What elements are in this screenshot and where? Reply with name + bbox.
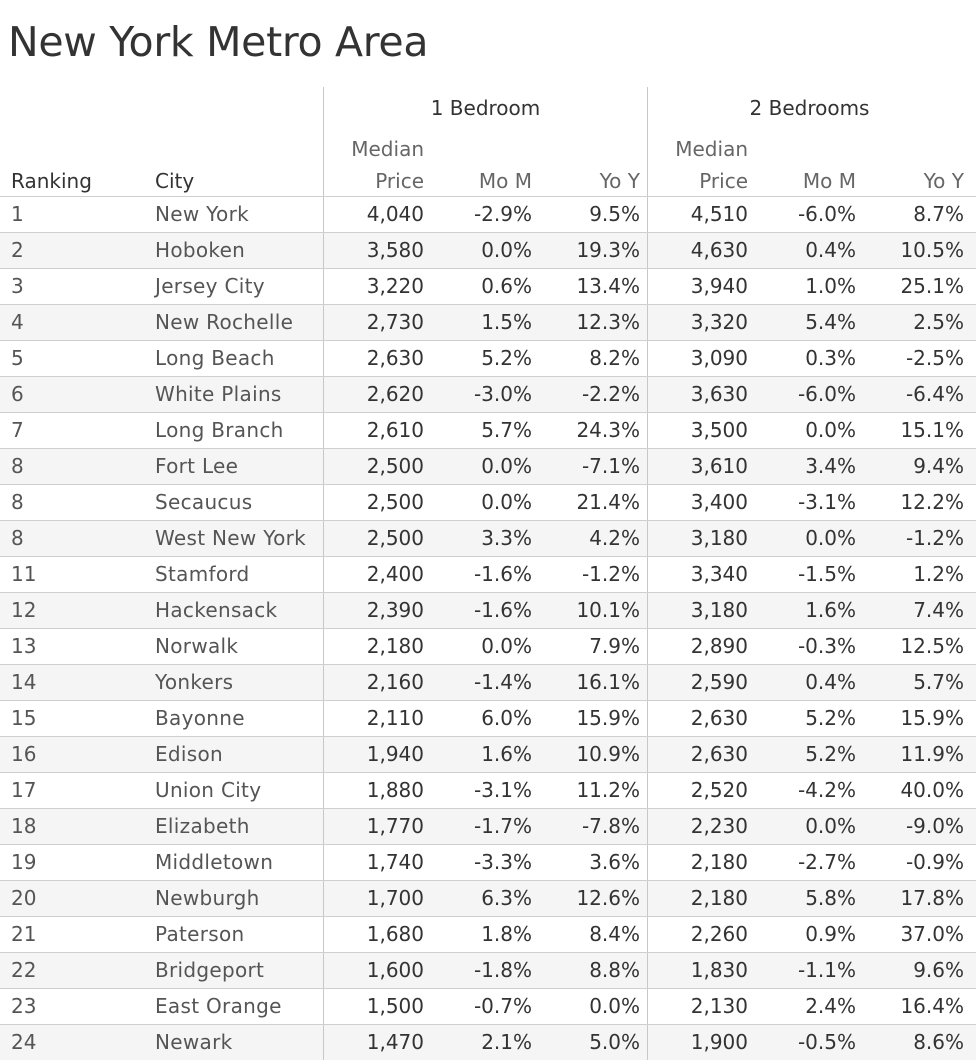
group-divider-1: [323, 701, 324, 736]
b1-mom-cell: 5.2%: [481, 346, 532, 370]
group-divider-2: [647, 233, 648, 268]
b1-yoy-cell: 8.2%: [589, 346, 640, 370]
ranking-cell: 1: [11, 202, 24, 226]
b2-yoy-cell: 15.1%: [900, 418, 964, 442]
group-header-1-bedroom: 1 Bedroom: [430, 96, 541, 120]
group-divider-1: [323, 845, 324, 880]
b1-price-cell: 1,700: [366, 886, 424, 910]
table-row: [0, 1024, 976, 1060]
b2-price-cell: 2,180: [690, 886, 748, 910]
column-header-b2-mom: Mo M: [802, 169, 856, 193]
b2-price-cell: 3,340: [690, 562, 748, 586]
group-divider-2: [647, 773, 648, 808]
b2-price-cell: 3,940: [690, 274, 748, 298]
b1-yoy-cell: 0.0%: [589, 994, 640, 1018]
b2-yoy-cell: -9.0%: [905, 814, 964, 838]
table-row: [0, 340, 976, 376]
city-cell: Long Beach: [155, 346, 275, 370]
group-divider-1: [323, 773, 324, 808]
b2-mom-cell: 3.4%: [805, 454, 856, 478]
ranking-cell: 6: [11, 382, 24, 406]
b1-yoy-cell: 16.1%: [576, 670, 640, 694]
b2-yoy-cell: 12.2%: [900, 490, 964, 514]
b2-mom-cell: 0.0%: [805, 526, 856, 550]
b2-yoy-cell: 8.7%: [913, 202, 964, 226]
table-row: [0, 448, 976, 484]
group-divider-2: [647, 449, 648, 484]
table-row: [0, 916, 976, 952]
ranking-cell: 15: [11, 706, 37, 730]
b1-mom-cell: -3.3%: [473, 850, 532, 874]
ranking-cell: 14: [11, 670, 37, 694]
b2-mom-cell: -1.1%: [797, 958, 856, 982]
column-header-b1-median: Median: [351, 137, 424, 161]
b2-yoy-cell: 17.8%: [900, 886, 964, 910]
b1-price-cell: 2,500: [366, 526, 424, 550]
group-divider-1: [323, 989, 324, 1024]
table-row: [0, 556, 976, 592]
b2-price-cell: 3,180: [690, 526, 748, 550]
ranking-cell: 5: [11, 346, 24, 370]
group-divider-2: [647, 701, 648, 736]
group-divider-1: [323, 593, 324, 628]
table-row: [0, 196, 976, 232]
group-divider-2: [647, 305, 648, 340]
table-body: [0, 196, 976, 1060]
city-cell: East Orange: [155, 994, 282, 1018]
ranking-cell: 13: [11, 634, 37, 658]
b1-yoy-cell: 11.2%: [576, 778, 640, 802]
city-cell: West New York: [155, 526, 307, 550]
b1-yoy-cell: 15.9%: [576, 706, 640, 730]
b2-mom-cell: -0.5%: [797, 1030, 856, 1054]
b2-price-cell: 2,520: [690, 778, 748, 802]
b1-mom-cell: 0.0%: [481, 634, 532, 658]
b2-mom-cell: -6.0%: [797, 202, 856, 226]
ranking-cell: 3: [11, 274, 24, 298]
table-row: [0, 484, 976, 520]
city-cell: Stamford: [155, 562, 250, 586]
b2-price-cell: 3,320: [690, 310, 748, 334]
b1-price-cell: 2,500: [366, 490, 424, 514]
table-row: [0, 880, 976, 916]
group-divider-1: [323, 557, 324, 592]
b1-mom-cell: 5.7%: [481, 418, 532, 442]
b1-yoy-cell: 10.1%: [576, 598, 640, 622]
b2-price-cell: 2,630: [690, 706, 748, 730]
table-row: [0, 520, 976, 556]
table-row: [0, 988, 976, 1024]
b2-yoy-cell: 9.4%: [913, 454, 964, 478]
b2-yoy-cell: 7.4%: [913, 598, 964, 622]
b1-price-cell: 1,880: [366, 778, 424, 802]
b2-yoy-cell: 15.9%: [900, 706, 964, 730]
b1-mom-cell: -1.6%: [473, 562, 532, 586]
b1-price-cell: 2,730: [366, 310, 424, 334]
ranking-cell: 20: [11, 886, 37, 910]
city-cell: Long Branch: [155, 418, 284, 442]
b2-price-cell: 2,890: [690, 634, 748, 658]
table-row: [0, 772, 976, 808]
group-divider-2: [647, 377, 648, 412]
b1-mom-cell: -3.0%: [473, 382, 532, 406]
b1-price-cell: 2,390: [366, 598, 424, 622]
b2-price-cell: 2,590: [690, 670, 748, 694]
city-cell: Bridgeport: [155, 958, 265, 982]
b1-mom-cell: 1.5%: [481, 310, 532, 334]
column-header-b1-mom: Mo M: [478, 169, 532, 193]
b1-price-cell: 1,680: [366, 922, 424, 946]
column-header-b1-price: Price: [375, 169, 424, 193]
group-divider-1: [323, 809, 324, 844]
b2-price-cell: 3,400: [690, 490, 748, 514]
group-divider-1: [323, 881, 324, 916]
b2-mom-cell: 0.4%: [805, 238, 856, 262]
b2-mom-cell: 0.0%: [805, 814, 856, 838]
group-divider-2: [647, 881, 648, 916]
b2-mom-cell: 5.2%: [805, 706, 856, 730]
b2-yoy-cell: 1.2%: [913, 562, 964, 586]
table-row: [0, 304, 976, 340]
b1-mom-cell: -1.8%: [473, 958, 532, 982]
b1-mom-cell: -1.7%: [473, 814, 532, 838]
column-header-b1-yoy: Yo Y: [599, 169, 640, 193]
city-cell: White Plains: [155, 382, 282, 406]
b2-yoy-cell: -0.9%: [905, 850, 964, 874]
b2-price-cell: 2,260: [690, 922, 748, 946]
b1-mom-cell: -1.6%: [473, 598, 532, 622]
b2-yoy-cell: 9.6%: [913, 958, 964, 982]
b2-mom-cell: 2.4%: [805, 994, 856, 1018]
b2-price-cell: 3,500: [690, 418, 748, 442]
b1-price-cell: 1,470: [366, 1030, 424, 1054]
group-divider-2: [647, 845, 648, 880]
group-divider-1: [323, 737, 324, 772]
city-cell: Elizabeth: [155, 814, 250, 838]
b1-price-cell: 2,620: [366, 382, 424, 406]
rent-table: [0, 87, 976, 1060]
b1-yoy-cell: 3.6%: [589, 850, 640, 874]
city-cell: Secaucus: [155, 490, 253, 514]
b2-yoy-cell: 25.1%: [900, 274, 964, 298]
group-divider-2: [647, 917, 648, 952]
b1-yoy-cell: 5.0%: [589, 1030, 640, 1054]
column-header-ranking: Ranking: [11, 169, 92, 193]
table-row: [0, 952, 976, 988]
b2-price-cell: 3,630: [690, 382, 748, 406]
group-divider-2: [647, 593, 648, 628]
ranking-cell: 17: [11, 778, 37, 802]
b2-mom-cell: 1.0%: [805, 274, 856, 298]
city-cell: Edison: [155, 742, 224, 766]
b2-yoy-cell: 5.7%: [913, 670, 964, 694]
group-divider-2: [647, 197, 648, 232]
group-divider-2: [647, 413, 648, 448]
b1-yoy-cell: 8.8%: [589, 958, 640, 982]
b1-yoy-cell: -1.2%: [581, 562, 640, 586]
b2-mom-cell: -2.7%: [797, 850, 856, 874]
b1-price-cell: 2,110: [366, 706, 424, 730]
group-divider-1: [323, 377, 324, 412]
b2-mom-cell: 1.6%: [805, 598, 856, 622]
group-divider-1: [323, 341, 324, 376]
b2-price-cell: 1,830: [690, 958, 748, 982]
b2-mom-cell: -1.5%: [797, 562, 856, 586]
b2-mom-cell: 0.3%: [805, 346, 856, 370]
b2-yoy-cell: 16.4%: [900, 994, 964, 1018]
b2-mom-cell: 5.4%: [805, 310, 856, 334]
ranking-cell: 11: [11, 562, 37, 586]
b1-price-cell: 2,400: [366, 562, 424, 586]
b2-yoy-cell: 40.0%: [900, 778, 964, 802]
b2-price-cell: 2,180: [690, 850, 748, 874]
b1-mom-cell: -1.4%: [473, 670, 532, 694]
b2-price-cell: 2,230: [690, 814, 748, 838]
b1-yoy-cell: 8.4%: [589, 922, 640, 946]
city-cell: Newburgh: [155, 886, 260, 910]
b1-yoy-cell: 9.5%: [589, 202, 640, 226]
column-header-b2-price: Price: [699, 169, 748, 193]
b1-mom-cell: 3.3%: [481, 526, 532, 550]
ranking-cell: 24: [11, 1030, 37, 1054]
ranking-cell: 7: [11, 418, 24, 442]
group-divider-2: [647, 809, 648, 844]
group-divider-2: [647, 485, 648, 520]
b1-price-cell: 1,740: [366, 850, 424, 874]
b2-yoy-cell: 11.9%: [900, 742, 964, 766]
b1-price-cell: 2,180: [366, 634, 424, 658]
b2-mom-cell: -4.2%: [797, 778, 856, 802]
b1-yoy-cell: 10.9%: [576, 742, 640, 766]
group-divider-2: [647, 629, 648, 664]
group-divider-1: [323, 233, 324, 268]
b1-mom-cell: 0.6%: [481, 274, 532, 298]
ranking-cell: 8: [11, 526, 24, 550]
group-header-2-bedrooms: 2 Bedrooms: [749, 96, 870, 120]
b1-yoy-cell: 24.3%: [576, 418, 640, 442]
b1-mom-cell: -3.1%: [473, 778, 532, 802]
table-row: [0, 700, 976, 736]
b2-yoy-cell: 10.5%: [900, 238, 964, 262]
b2-mom-cell: 0.9%: [805, 922, 856, 946]
city-cell: Hackensack: [155, 598, 278, 622]
b1-mom-cell: 1.8%: [481, 922, 532, 946]
group-divider-2: [647, 521, 648, 556]
b2-yoy-cell: -6.4%: [905, 382, 964, 406]
b1-price-cell: 1,600: [366, 958, 424, 982]
b2-mom-cell: 0.4%: [805, 670, 856, 694]
b2-mom-cell: -0.3%: [797, 634, 856, 658]
b1-mom-cell: 6.3%: [481, 886, 532, 910]
group-divider-1: [323, 521, 324, 556]
city-cell: Jersey City: [155, 274, 265, 298]
b1-price-cell: 4,040: [366, 202, 424, 226]
b1-yoy-cell: 4.2%: [589, 526, 640, 550]
b2-price-cell: 4,630: [690, 238, 748, 262]
group-divider-1: [323, 665, 324, 700]
b2-mom-cell: 0.0%: [805, 418, 856, 442]
ranking-cell: 23: [11, 994, 37, 1018]
group-divider-1: [323, 305, 324, 340]
table-row: [0, 232, 976, 268]
city-cell: Union City: [155, 778, 262, 802]
group-divider-1: [323, 197, 324, 232]
page-title: New York Metro Area: [8, 18, 429, 66]
city-cell: Bayonne: [155, 706, 245, 730]
b1-yoy-cell: 12.3%: [576, 310, 640, 334]
ranking-cell: 18: [11, 814, 37, 838]
table-row: [0, 628, 976, 664]
b1-price-cell: 3,580: [366, 238, 424, 262]
b2-price-cell: 2,130: [690, 994, 748, 1018]
b1-yoy-cell: -7.1%: [581, 454, 640, 478]
b2-yoy-cell: 2.5%: [913, 310, 964, 334]
b2-price-cell: 2,630: [690, 742, 748, 766]
ranking-cell: 12: [11, 598, 37, 622]
b2-yoy-cell: 12.5%: [900, 634, 964, 658]
b1-yoy-cell: 7.9%: [589, 634, 640, 658]
b1-mom-cell: 0.0%: [481, 490, 532, 514]
b2-yoy-cell: -2.5%: [905, 346, 964, 370]
group-divider-2: [647, 953, 648, 988]
city-cell: Paterson: [155, 922, 245, 946]
b2-yoy-cell: -1.2%: [905, 526, 964, 550]
group-divider-2: [647, 989, 648, 1024]
b1-price-cell: 2,630: [366, 346, 424, 370]
table-row: [0, 664, 976, 700]
group-divider-1: [323, 449, 324, 484]
b2-yoy-cell: 8.6%: [913, 1030, 964, 1054]
b1-price-cell: 2,610: [366, 418, 424, 442]
b1-mom-cell: 2.1%: [481, 1030, 532, 1054]
group-divider-1: [323, 269, 324, 304]
table-row: [0, 808, 976, 844]
ranking-cell: 8: [11, 454, 24, 478]
city-cell: New York: [155, 202, 249, 226]
b1-yoy-cell: 13.4%: [576, 274, 640, 298]
group-divider-1: [323, 629, 324, 664]
column-header-b2-median: Median: [675, 137, 748, 161]
b2-price-cell: 3,610: [690, 454, 748, 478]
city-cell: Middletown: [155, 850, 274, 874]
group-divider-1: [323, 1025, 324, 1060]
b2-mom-cell: -3.1%: [797, 490, 856, 514]
b1-price-cell: 1,500: [366, 994, 424, 1018]
b1-price-cell: 1,940: [366, 742, 424, 766]
b1-yoy-cell: 21.4%: [576, 490, 640, 514]
table-row: [0, 844, 976, 880]
city-cell: New Rochelle: [155, 310, 294, 334]
group-divider-1: [323, 485, 324, 520]
b1-yoy-cell: 12.6%: [576, 886, 640, 910]
b1-price-cell: 1,770: [366, 814, 424, 838]
group-divider-2: [647, 269, 648, 304]
group-divider-2: [647, 1025, 648, 1060]
group-divider-1: [323, 917, 324, 952]
b2-price-cell: 1,900: [690, 1030, 748, 1054]
ranking-cell: 4: [11, 310, 24, 334]
group-divider-2: [647, 341, 648, 376]
city-cell: Newark: [155, 1030, 233, 1054]
ranking-cell: 22: [11, 958, 37, 982]
b1-price-cell: 2,500: [366, 454, 424, 478]
group-divider-2: [647, 665, 648, 700]
ranking-cell: 8: [11, 490, 24, 514]
city-cell: Yonkers: [155, 670, 234, 694]
b2-price-cell: 3,180: [690, 598, 748, 622]
b2-yoy-cell: 37.0%: [900, 922, 964, 946]
group-divider-2: [647, 737, 648, 772]
city-cell: Norwalk: [155, 634, 239, 658]
b2-mom-cell: 5.8%: [805, 886, 856, 910]
b1-yoy-cell: -7.8%: [581, 814, 640, 838]
table-row: [0, 268, 976, 304]
column-header-b2-yoy: Yo Y: [923, 169, 964, 193]
b1-price-cell: 2,160: [366, 670, 424, 694]
b2-price-cell: 4,510: [690, 202, 748, 226]
b1-mom-cell: 0.0%: [481, 454, 532, 478]
city-cell: Hoboken: [155, 238, 246, 262]
b1-mom-cell: 1.6%: [481, 742, 532, 766]
table-row: [0, 412, 976, 448]
ranking-cell: 19: [11, 850, 37, 874]
table-header: [0, 87, 976, 196]
b1-price-cell: 3,220: [366, 274, 424, 298]
table-row: [0, 376, 976, 412]
city-cell: Fort Lee: [155, 454, 239, 478]
b1-mom-cell: 0.0%: [481, 238, 532, 262]
table-row: [0, 592, 976, 628]
table-row: [0, 736, 976, 772]
b2-mom-cell: 5.2%: [805, 742, 856, 766]
b1-yoy-cell: 19.3%: [576, 238, 640, 262]
group-divider-1: [323, 413, 324, 448]
ranking-cell: 16: [11, 742, 37, 766]
b1-mom-cell: -0.7%: [473, 994, 532, 1018]
group-divider-2: [647, 557, 648, 592]
ranking-cell: 21: [11, 922, 37, 946]
b2-price-cell: 3,090: [690, 346, 748, 370]
b1-mom-cell: 6.0%: [481, 706, 532, 730]
group-divider-1: [323, 953, 324, 988]
ranking-cell: 2: [11, 238, 24, 262]
b1-mom-cell: -2.9%: [473, 202, 532, 226]
b1-yoy-cell: -2.2%: [581, 382, 640, 406]
b2-mom-cell: -6.0%: [797, 382, 856, 406]
column-header-city: City: [155, 169, 195, 193]
